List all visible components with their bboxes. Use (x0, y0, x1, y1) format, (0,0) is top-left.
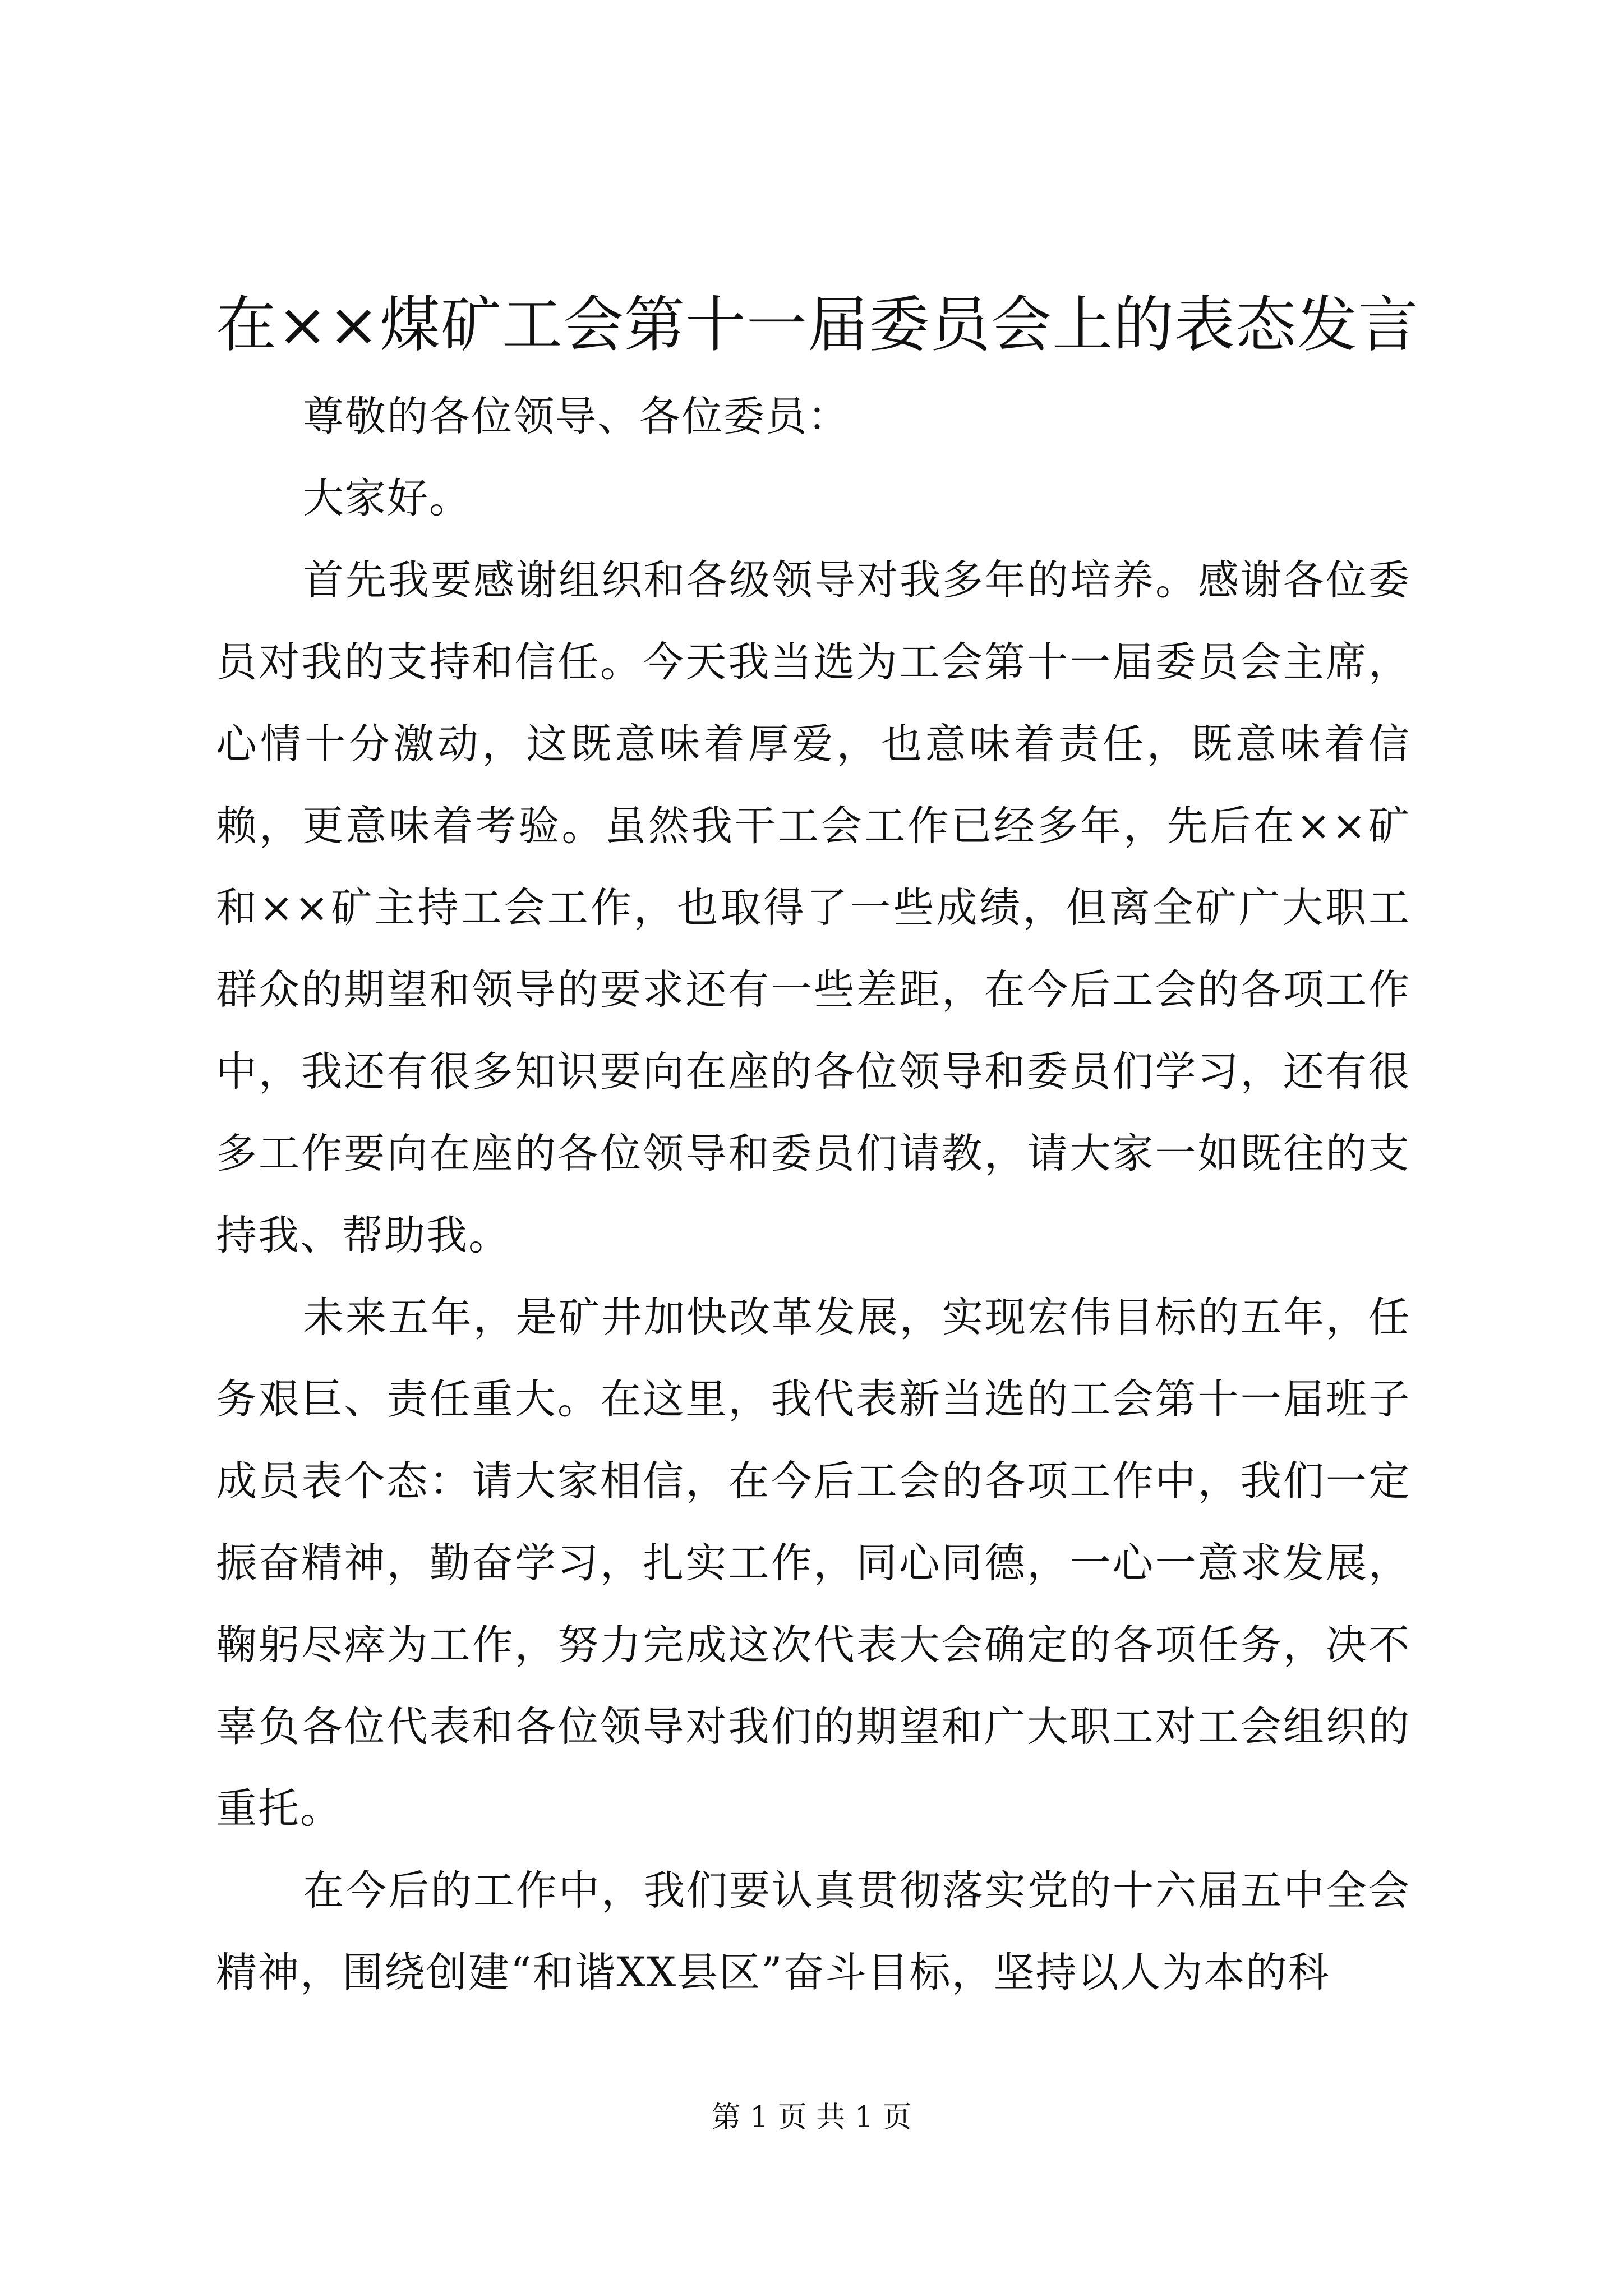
body-paragraph: 未来五年，是矿井加快改革发展，实现宏伟目标的五年，任务艰巨、责任重大。在这里，我代表新当选的工会第十一届班子成员表个态：请大家相信，在今后工会的各项工作中，我们一定振奋精神，勤奋学习，扎实工作，同心同德，一心一意求发展，鞠躬尽瘁为工作，努力完成这次代表大会确定的各项任务，决不辜负各位代表和各位领导对我们的期望和广大职工对工会组织的重托。 (216, 1294, 1410, 1833)
page-number-footer: 第 1 页 共 1 页 (711, 2101, 912, 2134)
document-title: 在××煤矿工会第十一届委员会上的表态发言 (216, 290, 1419, 360)
document-body (216, 376, 1410, 2014)
salutation-paragraph: 尊敬的各位领导、各位委员： (303, 393, 850, 440)
body-paragraph: 在今后的工作中，我们要认真贯彻落实党的十六届五中全会精神，围绕创建“和谐XX县区”奋斗目标，坚持以人为本的科 (216, 1867, 1410, 1996)
greeting-paragraph: 大家好。 (303, 475, 471, 522)
body-paragraph: 首先我要感谢组织和各级领导对我多年的培养。感谢各位委员对我的支持和信任。今天我当选为工会第十一届委员会主席，心情十分激动，这既意味着厚爱，也意味着责任，既意味着信赖，更意味着考验。虽然我干工会工作已经多年，先后在××矿和××矿主持工会工作，也取得了一些成绩，但离全矿广大职工群众的期望和领导的要求还有一些差距，在今后工会的各项工作中，我还有很多知识要向在座的各位领导和委员们学习，还有很多工作要向在座的各位领导和委员们请教，请大家一如既往的支持我、帮助我。 (216, 556, 1410, 1259)
